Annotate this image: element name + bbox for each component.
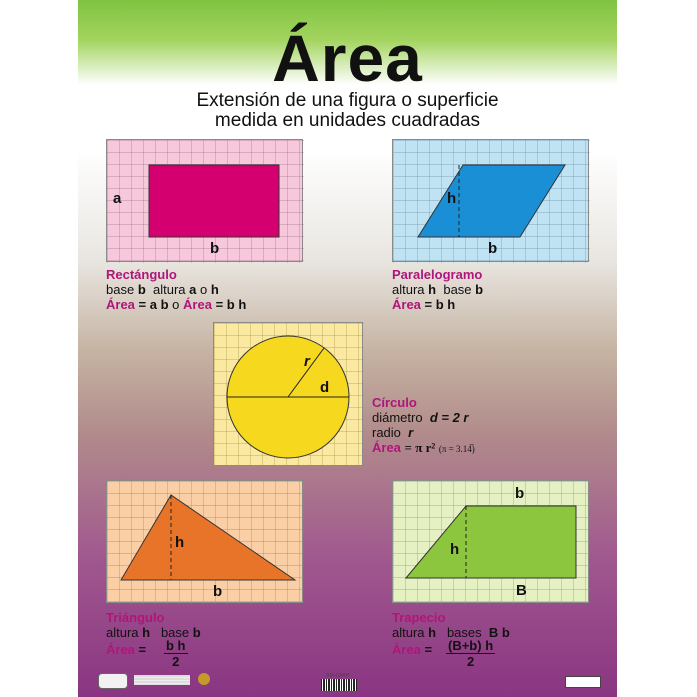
rectangle-line1: base b altura a o h <box>106 282 219 297</box>
rectangle-label-b: b <box>210 240 220 257</box>
rectangle-shape <box>149 165 279 237</box>
rectangle-name: Rectángulo <box>106 267 177 282</box>
circle-label-r: r <box>304 353 310 370</box>
product-code: RM-CARP <box>326 673 350 679</box>
trapezoid-area-formula: Área = <box>392 642 433 657</box>
seal-icon <box>198 673 210 685</box>
triangle-fraction-numerator: b h <box>166 638 186 653</box>
parallelogram-label-h: h <box>447 190 457 207</box>
circle-diagram <box>214 323 364 467</box>
publisher-logo-left <box>98 673 128 689</box>
trapezoid-label-B: B <box>516 582 527 599</box>
trapezoid-name: Trapecio <box>392 610 446 625</box>
parallelogram-name: Paralelogramo <box>392 267 483 282</box>
trapezoid-diagram <box>393 481 590 604</box>
trapezoid-fraction <box>446 638 495 669</box>
subtitle <box>78 91 617 131</box>
triangle-diagram <box>107 481 304 604</box>
triangle-label-b: b <box>213 583 223 600</box>
parallelogram-area-formula: Área = b h <box>392 297 456 312</box>
subtitle-line-1: Extensión de una figura o superficie <box>196 90 499 111</box>
publisher-logo-right <box>565 676 601 688</box>
trapezoid-fraction-denominator: 2 <box>466 654 475 669</box>
trapezoid-fraction-numerator: (B+b) h <box>448 638 494 653</box>
triangle-fraction-denominator: 2 <box>172 654 180 669</box>
parallelogram-caption <box>392 267 483 312</box>
trapezoid-label-h: h <box>450 541 460 558</box>
trapezoid-line1: altura h bases B b <box>392 625 510 640</box>
subtitle-line-2: medida en unidades cuadradas <box>214 110 481 131</box>
rectangle-area-formula: Área = a b o Área = b h <box>106 297 247 312</box>
circle-line1: diámetro d = 2 r <box>372 410 469 425</box>
triangle-area-formula: Área = <box>106 642 147 657</box>
circle-area-formula: Área = π r² (π = 3.14̅) <box>372 440 475 455</box>
circle-grid <box>213 322 363 466</box>
trapezoid-label-b: b <box>515 485 525 502</box>
parallelogram-line1: altura h base b <box>392 282 484 297</box>
parallelogram-label-b: b <box>488 240 498 257</box>
rectangle-caption <box>106 267 246 312</box>
triangle-label-h: h <box>175 534 185 551</box>
triangle-fraction <box>164 638 188 669</box>
parallelogram-grid <box>392 139 589 262</box>
rectangle-diagram <box>107 140 304 263</box>
rectangle-grid <box>106 139 303 262</box>
circle-line2: radio r <box>372 425 414 440</box>
circle-name: Círculo <box>372 395 417 410</box>
barcode-image <box>321 679 357 691</box>
page-title: Área <box>272 21 423 95</box>
triangle-name: Triángulo <box>106 610 165 625</box>
triangle-caption <box>106 610 256 672</box>
rectangle-label-a: a <box>113 190 122 207</box>
circle-label-d: d <box>320 379 330 396</box>
triangle-line1: altura h base b <box>106 625 201 640</box>
circle-caption <box>372 395 475 457</box>
trapezoid-caption <box>392 610 572 672</box>
trapezoid-grid <box>392 480 589 603</box>
poster <box>78 0 617 697</box>
triangle-grid <box>106 480 303 603</box>
publisher-info-block <box>134 675 190 685</box>
